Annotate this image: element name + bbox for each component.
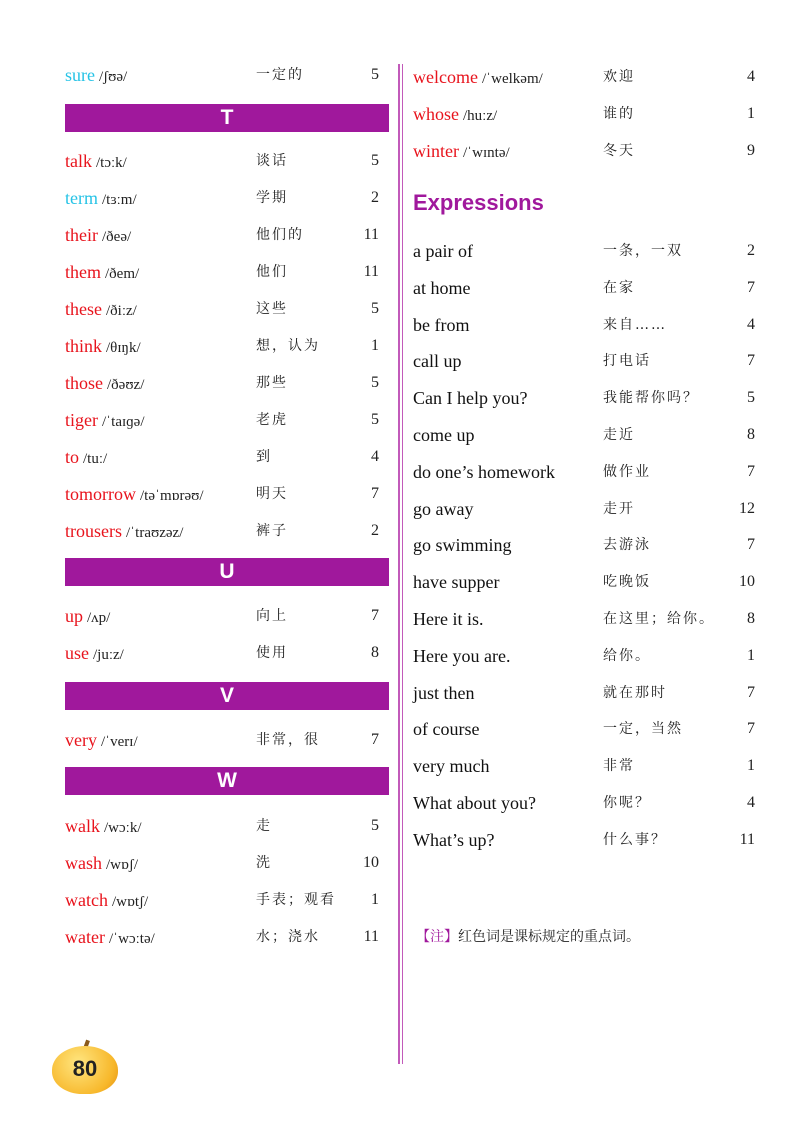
expression-meaning: 走开 xyxy=(603,500,635,517)
expression-phrase: Can I help you? xyxy=(413,388,528,409)
expression-phrase: do one’s homework xyxy=(413,461,555,482)
expression-meaning: 做作业 xyxy=(603,463,651,480)
expression-unit: 12 xyxy=(739,499,755,517)
expression-phrase: go swimming xyxy=(413,535,512,556)
vocab-word: talk xyxy=(65,151,92,171)
expression-row xyxy=(413,606,755,632)
vocab-phonetic: /wɒʃ/ xyxy=(106,857,139,873)
vocab-row xyxy=(65,444,389,470)
vocab-word: walk xyxy=(65,816,100,836)
expression-row xyxy=(413,532,755,558)
expression-row xyxy=(413,827,755,853)
expression-row xyxy=(413,716,755,742)
expression-phrase: at home xyxy=(413,277,471,298)
vocab-row xyxy=(65,185,389,211)
expressions-heading: Expressions xyxy=(413,190,544,215)
vocab-row xyxy=(65,481,389,507)
vocab-meaning: 洗 xyxy=(256,855,272,871)
vocab-meaning: 谈话 xyxy=(256,153,288,169)
vocab-phonetic: /ˈwelkəm/ xyxy=(481,71,543,87)
vocab-row xyxy=(413,101,755,127)
vocab-phonetic: /ˈwɪntə/ xyxy=(462,145,510,161)
expression-row xyxy=(413,753,755,779)
vocab-row xyxy=(65,296,389,322)
expression-meaning: 一条，一双 xyxy=(603,243,683,259)
expression-phrase: of course xyxy=(413,719,480,740)
vocab-unit: 5 xyxy=(371,374,379,391)
expression-phrase: go away xyxy=(413,498,474,519)
expression-unit: 7 xyxy=(747,720,755,738)
expression-row xyxy=(413,643,755,669)
vocab-row xyxy=(413,64,755,90)
vocab-unit: 1 xyxy=(371,891,379,908)
vocab-word: them xyxy=(65,262,101,282)
expression-row xyxy=(413,680,755,706)
expression-meaning: 走近 xyxy=(603,427,635,443)
vocab-entry xyxy=(65,222,131,250)
vocab-word: tomorrow xyxy=(65,484,136,504)
vocab-unit: 5 xyxy=(371,411,379,428)
expression-meaning: 去游泳 xyxy=(603,537,651,554)
expression-phrase: call up xyxy=(413,351,462,372)
vocab-entry xyxy=(413,101,497,129)
expression-row xyxy=(413,238,755,264)
vocab-phonetic: /tuː/ xyxy=(83,451,108,467)
vocab-word: those xyxy=(65,373,103,393)
vocab-unit: 8 xyxy=(371,644,379,661)
expression-meaning: 在这里；给你。 xyxy=(603,611,715,627)
expression-unit: 4 xyxy=(747,794,755,811)
note xyxy=(416,926,640,946)
vocab-meaning: 使用 xyxy=(256,645,288,661)
expression-phrase: come up xyxy=(413,425,475,445)
vocab-meaning: 谁的 xyxy=(603,106,635,122)
vocab-meaning: 老虎 xyxy=(256,412,288,428)
vocab-meaning: 非常，很 xyxy=(256,732,320,748)
vocab-meaning: 裤子 xyxy=(256,523,288,539)
vocab-unit: 4 xyxy=(747,68,755,85)
expression-unit: 8 xyxy=(747,426,755,443)
expression-unit: 10 xyxy=(739,573,755,591)
expression-phrase: What’s up? xyxy=(413,829,495,850)
column-divider-inner xyxy=(402,64,403,1064)
expression-unit: 1 xyxy=(747,757,755,775)
vocab-row xyxy=(65,850,389,876)
vocab-row xyxy=(65,813,389,839)
vocab-unit: 10 xyxy=(363,854,379,871)
vocab-word: tiger xyxy=(65,410,98,430)
expression-phrase: very much xyxy=(413,756,490,777)
vocab-word: very xyxy=(65,730,97,750)
vocab-word: to xyxy=(65,447,80,467)
expression-row xyxy=(413,312,755,338)
vocab-meaning: 一定的 xyxy=(256,67,304,83)
expression-row xyxy=(413,348,755,374)
expression-meaning: 什么事？ xyxy=(603,831,667,848)
vocab-meaning: 冬天 xyxy=(603,143,635,159)
vocab-row xyxy=(65,407,389,433)
vocab-unit: 5 xyxy=(371,152,379,169)
note-text: 红色词是课标规定的重点词。 xyxy=(458,929,640,945)
vocab-meaning: 那些 xyxy=(256,375,288,391)
vocab-meaning: 手表；观看 xyxy=(256,892,336,908)
vocab-entry xyxy=(65,62,127,90)
vocab-entry xyxy=(65,333,141,361)
vocab-phonetic: /ˈtraʊzəz/ xyxy=(126,525,184,541)
vocab-phonetic: /huːz/ xyxy=(463,108,498,124)
vocab-meaning: 欢迎 xyxy=(603,69,635,85)
expression-row xyxy=(413,459,755,485)
vocab-row xyxy=(413,138,755,164)
expression-meaning: 一定，当然 xyxy=(603,721,683,738)
vocab-entry xyxy=(65,887,148,915)
vocab-unit: 2 xyxy=(371,522,379,539)
expression-meaning: 来自…… xyxy=(603,316,667,333)
vocab-unit: 11 xyxy=(363,263,379,280)
expression-unit: 4 xyxy=(747,315,755,333)
vocab-word: term xyxy=(65,188,98,208)
vocab-entry xyxy=(65,850,138,878)
expression-meaning: 非常 xyxy=(603,758,635,775)
expression-unit: 11 xyxy=(739,830,755,848)
expression-row xyxy=(413,422,755,448)
vocab-word: water xyxy=(65,927,105,947)
vocab-meaning: 学期 xyxy=(256,190,288,206)
vocab-phonetic: /wɔːk/ xyxy=(104,820,142,836)
vocab-meaning: 明天 xyxy=(256,486,288,502)
vocab-unit: 9 xyxy=(747,142,755,159)
expression-phrase: Here you are. xyxy=(413,645,511,666)
expression-row xyxy=(413,496,755,522)
vocab-unit: 7 xyxy=(371,607,379,624)
vocab-word: wash xyxy=(65,853,102,873)
vocab-phonetic: /ʃʊə/ xyxy=(99,69,128,85)
vocab-row xyxy=(65,887,389,913)
expression-unit: 1 xyxy=(747,646,755,664)
vocab-word: trousers xyxy=(65,521,122,541)
expression-unit: 7 xyxy=(747,462,755,480)
expression-unit: 5 xyxy=(747,389,755,407)
expression-meaning: 我能帮你吗？ xyxy=(603,390,699,407)
vocab-word: winter xyxy=(413,141,459,161)
expression-row xyxy=(413,385,755,411)
vocab-phonetic: /ðəʊz/ xyxy=(107,377,145,393)
vocab-unit: 11 xyxy=(363,928,379,945)
vocab-unit: 7 xyxy=(371,731,379,748)
vocab-unit: 1 xyxy=(747,105,755,122)
vocab-phonetic: /tɔːk/ xyxy=(96,155,127,171)
vocab-word: welcome xyxy=(413,67,478,87)
vocab-phonetic: /tɜːm/ xyxy=(102,192,137,208)
vocab-row xyxy=(65,222,389,248)
vocab-meaning: 想，认为 xyxy=(256,338,320,354)
expression-unit: 7 xyxy=(747,278,755,296)
vocab-phonetic: /təˈmɒrəʊ/ xyxy=(140,488,204,504)
vocab-word: whose xyxy=(413,104,459,124)
vocab-row xyxy=(65,727,389,753)
vocab-entry xyxy=(413,64,543,92)
expression-row xyxy=(413,569,755,595)
expression-meaning: 给你。 xyxy=(603,647,651,664)
vocab-unit: 5 xyxy=(371,300,379,317)
vocab-entry xyxy=(65,727,138,755)
vocab-row xyxy=(65,370,389,396)
vocab-row xyxy=(65,518,389,544)
expression-unit: 7 xyxy=(747,536,755,554)
vocab-meaning: 他们 xyxy=(256,264,288,280)
vocab-meaning: 走 xyxy=(256,818,272,834)
vocab-phonetic: /ðem/ xyxy=(105,266,140,282)
vocab-word: think xyxy=(65,336,103,356)
expression-row xyxy=(413,790,755,816)
vocab-meaning: 水；浇水 xyxy=(256,929,320,945)
vocab-entry xyxy=(65,640,124,668)
expression-unit: 2 xyxy=(747,242,755,259)
vocab-word: use xyxy=(65,643,89,663)
vocab-unit: 2 xyxy=(371,189,379,206)
expression-phrase: What about you? xyxy=(413,793,536,813)
vocab-meaning: 他们的 xyxy=(256,227,304,243)
vocab-word: these xyxy=(65,299,102,319)
vocab-word: watch xyxy=(65,890,108,910)
expression-meaning: 吃晚饭 xyxy=(603,574,651,591)
section-letter-bar: T xyxy=(65,104,389,132)
expression-phrase: be from xyxy=(413,314,470,335)
expression-unit: 7 xyxy=(747,683,755,701)
expression-unit: 7 xyxy=(747,352,755,370)
vocab-entry xyxy=(65,259,139,287)
expression-phrase: just then xyxy=(413,682,475,703)
vocab-phonetic: /ˈtaɪɡə/ xyxy=(102,414,145,430)
page-number: 80 xyxy=(72,1056,98,1081)
vocab-entry xyxy=(413,138,510,166)
vocab-entry xyxy=(65,296,137,324)
vocab-unit: 7 xyxy=(371,485,379,502)
section-letter-bar: V xyxy=(65,682,389,710)
page-number-badge xyxy=(52,1040,118,1094)
vocab-row xyxy=(65,333,389,359)
vocab-unit: 11 xyxy=(363,226,379,243)
vocab-unit: 1 xyxy=(371,337,379,354)
vocab-word: up xyxy=(65,606,83,626)
expression-unit: 8 xyxy=(747,610,755,627)
note-mark: 【注】 xyxy=(416,929,458,945)
vocab-phonetic: /θɪŋk/ xyxy=(106,340,141,356)
vocab-entry xyxy=(65,148,127,176)
vocab-word: their xyxy=(65,225,98,245)
vocab-meaning: 到 xyxy=(256,449,272,465)
vocab-row xyxy=(65,640,389,666)
section-letter-bar: U xyxy=(65,558,389,586)
vocab-phonetic: /wɒtʃ/ xyxy=(111,894,149,910)
expression-meaning: 在家 xyxy=(603,279,635,296)
section-letter-bar: W xyxy=(65,767,389,795)
vocab-meaning: 向上 xyxy=(256,608,288,624)
vocab-row xyxy=(65,603,389,629)
vocab-entry xyxy=(65,813,142,841)
expression-row xyxy=(413,275,755,301)
vocab-word: sure xyxy=(65,65,95,85)
vocab-entry xyxy=(65,518,183,546)
vocab-entry xyxy=(65,185,137,213)
vocab-row xyxy=(65,259,389,285)
vocab-unit: 4 xyxy=(371,448,379,465)
vocab-phonetic: /ðiːz/ xyxy=(105,303,137,319)
vocab-entry xyxy=(65,603,110,631)
vocab-unit: 5 xyxy=(371,66,379,83)
expression-phrase: Here it is. xyxy=(413,609,484,629)
expression-phrase: a pair of xyxy=(413,241,473,261)
vocab-entry xyxy=(65,444,107,472)
vocab-entry xyxy=(65,407,144,435)
vocab-meaning: 这些 xyxy=(256,301,288,317)
expression-phrase: have supper xyxy=(413,572,500,593)
vocab-phonetic: /ðeə/ xyxy=(102,229,132,245)
column-divider xyxy=(398,64,400,1064)
vocab-row xyxy=(65,924,389,950)
vocab-entry xyxy=(65,924,155,952)
vocab-entry xyxy=(65,370,144,398)
expression-meaning: 你呢？ xyxy=(603,795,651,811)
vocab-phonetic: /ˈwɔːtə/ xyxy=(108,931,155,947)
vocab-row xyxy=(65,62,389,88)
expression-meaning: 就在那时 xyxy=(603,684,667,701)
vocab-phonetic: /ʌp/ xyxy=(87,610,111,626)
vocab-phonetic: /juːz/ xyxy=(93,647,124,663)
vocab-phonetic: /ˈverɪ/ xyxy=(100,734,138,750)
expression-meaning: 打电话 xyxy=(603,353,651,370)
vocab-entry xyxy=(65,481,204,509)
vocab-unit: 5 xyxy=(371,817,379,834)
vocab-row xyxy=(65,148,389,174)
